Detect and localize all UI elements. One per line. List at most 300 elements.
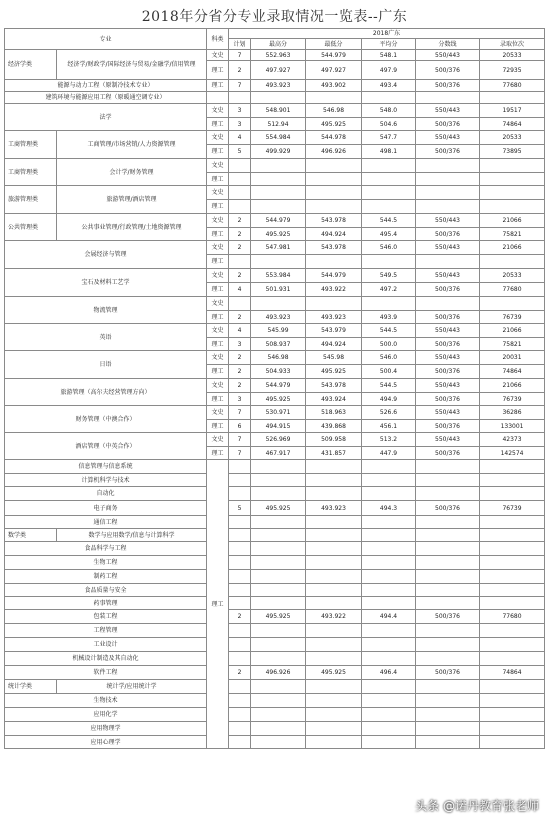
kelei-cell: 文史 — [207, 50, 229, 61]
avg-score-cell: 513.2 — [362, 433, 416, 447]
rank-cell: 75821 — [480, 228, 545, 241]
kelei-cell: 文史 — [207, 297, 229, 311]
cutoff-cell: 500/376 — [416, 365, 480, 379]
cutoff-cell: 500/376 — [416, 610, 480, 624]
cutoff-cell — [416, 255, 480, 269]
table-row — [5, 597, 545, 610]
min-score-cell — [306, 694, 362, 708]
avg-score-cell: 546.0 — [362, 351, 416, 365]
rank-cell — [480, 186, 545, 200]
kelei-cell: 理工 — [207, 420, 229, 433]
table-row — [5, 610, 545, 624]
rank-cell: 42373 — [480, 433, 545, 447]
plan-cell — [229, 186, 251, 200]
table-row — [5, 406, 545, 420]
major-cell: 应用心理学 — [5, 736, 207, 749]
cutoff-cell: 500/376 — [416, 228, 480, 241]
rank-cell: 21066 — [480, 214, 545, 228]
max-score-cell — [251, 652, 306, 666]
table-row — [5, 297, 545, 311]
header-col: 最低分 — [306, 39, 362, 50]
header-col: 平均分 — [362, 39, 416, 50]
plan-cell: 7 — [229, 406, 251, 420]
avg-score-cell — [362, 708, 416, 722]
plan-cell: 4 — [229, 131, 251, 145]
min-score-cell: 493.922 — [306, 283, 362, 297]
max-score-cell — [251, 474, 306, 487]
cutoff-cell: 550/443 — [416, 214, 480, 228]
min-score-cell — [306, 255, 362, 269]
table-row — [5, 186, 545, 200]
plan-cell — [229, 297, 251, 311]
rank-cell: 76739 — [480, 393, 545, 406]
min-score-cell — [306, 624, 362, 638]
cutoff-cell: 500/376 — [416, 118, 480, 131]
kelei-cell: 文史 — [207, 131, 229, 145]
table-row — [5, 722, 545, 736]
category-cell: 工商管理类 — [5, 131, 57, 159]
max-score-cell: 545.99 — [251, 324, 306, 338]
cutoff-cell: 500/376 — [416, 145, 480, 159]
table-row — [5, 92, 545, 104]
rank-cell: 77680 — [480, 283, 545, 297]
kelei-cell: 理工 — [207, 365, 229, 379]
major-cell: 包装工程 — [5, 610, 207, 624]
avg-score-cell: 546.0 — [362, 241, 416, 255]
watermark: 头条 @诺丹教育张老师 — [415, 799, 539, 813]
avg-score-cell: 494.9 — [362, 393, 416, 406]
max-score-cell: 497.927 — [251, 61, 306, 80]
avg-score-cell — [362, 638, 416, 652]
plan-cell: 7 — [229, 80, 251, 92]
max-score-cell: 512.94 — [251, 118, 306, 131]
min-score-cell: 493.923 — [306, 501, 362, 516]
plan-cell — [229, 722, 251, 736]
min-score-cell: 439.868 — [306, 420, 362, 433]
rank-cell: 74864 — [480, 118, 545, 131]
kelei-cell: 理工 — [207, 338, 229, 351]
major-cell: 药事管理 — [5, 597, 207, 610]
avg-score-cell — [362, 92, 416, 104]
kelei-cell: 理工 — [207, 118, 229, 131]
plan-cell: 2 — [229, 241, 251, 255]
kelei-cell: 文史 — [207, 406, 229, 420]
max-score-cell: 501.931 — [251, 283, 306, 297]
max-score-cell — [251, 516, 306, 529]
cutoff-cell: 550/443 — [416, 50, 480, 61]
max-score-cell — [251, 159, 306, 173]
avg-score-cell — [362, 173, 416, 186]
avg-score-cell — [362, 159, 416, 173]
table-row — [5, 474, 545, 487]
cutoff-cell: 500/376 — [416, 80, 480, 92]
cutoff-cell: 500/376 — [416, 420, 480, 433]
min-score-cell: 497.927 — [306, 61, 362, 80]
max-score-cell: 548.901 — [251, 104, 306, 118]
max-score-cell: 544.979 — [251, 379, 306, 393]
avg-score-cell — [362, 584, 416, 597]
major-cell: 宝石及材料工艺学 — [5, 269, 207, 297]
plan-cell — [229, 570, 251, 584]
max-score-cell — [251, 460, 306, 474]
max-score-cell: 546.98 — [251, 351, 306, 365]
kelei-cell: 理工 — [207, 200, 229, 214]
header-col: 最高分 — [251, 39, 306, 50]
major-cell: 食品科学与工程 — [5, 542, 207, 556]
plan-cell — [229, 474, 251, 487]
rank-cell: 21066 — [480, 324, 545, 338]
rank-cell: 77680 — [480, 80, 545, 92]
plan-cell — [229, 542, 251, 556]
kelei-cell: 理工 — [207, 228, 229, 241]
header-year-region: 2018广东 — [229, 29, 545, 39]
max-score-cell — [251, 297, 306, 311]
cutoff-cell — [416, 542, 480, 556]
min-score-cell — [306, 474, 362, 487]
rank-cell: 20031 — [480, 351, 545, 365]
rank-cell — [480, 460, 545, 474]
kelei-cell: 文史 — [207, 104, 229, 118]
min-score-cell: 546.98 — [306, 104, 362, 118]
major-cell: 生物技术 — [5, 694, 207, 708]
major-cell: 机械设计制造及其自动化 — [5, 652, 207, 666]
max-score-cell: 493.923 — [251, 311, 306, 324]
cutoff-cell — [416, 460, 480, 474]
plan-cell: 3 — [229, 393, 251, 406]
table-row — [5, 159, 545, 173]
avg-score-cell: 493.4 — [362, 80, 416, 92]
min-score-cell — [306, 652, 362, 666]
major-cell: 财务管理（中澳合作） — [5, 406, 207, 433]
min-score-cell: 543.979 — [306, 324, 362, 338]
avg-score-cell — [362, 516, 416, 529]
rank-cell: 21066 — [480, 379, 545, 393]
cutoff-cell: 500/376 — [416, 666, 480, 680]
table-row — [5, 556, 545, 570]
major-cell: 应用物理学 — [5, 722, 207, 736]
major-cell: 工程管理 — [5, 624, 207, 638]
cutoff-cell: 550/443 — [416, 269, 480, 283]
min-score-cell: 544.979 — [306, 50, 362, 61]
avg-score-cell: 496.4 — [362, 666, 416, 680]
rank-cell — [480, 652, 545, 666]
kelei-cell: 理工 — [207, 255, 229, 269]
rank-cell: 20533 — [480, 269, 545, 283]
kelei-cell: 文史 — [207, 214, 229, 228]
min-score-cell — [306, 708, 362, 722]
plan-cell — [229, 200, 251, 214]
rank-cell: 75821 — [480, 338, 545, 351]
plan-cell: 2 — [229, 379, 251, 393]
table-row — [5, 269, 545, 283]
cutoff-cell — [416, 638, 480, 652]
avg-score-cell — [362, 694, 416, 708]
plan-cell: 3 — [229, 118, 251, 131]
min-score-cell — [306, 200, 362, 214]
plan-cell: 3 — [229, 338, 251, 351]
cutoff-cell: 550/443 — [416, 324, 480, 338]
avg-score-cell: 497.2 — [362, 283, 416, 297]
avg-score-cell: 548.1 — [362, 50, 416, 61]
max-score-cell — [251, 186, 306, 200]
min-score-cell: 493.902 — [306, 80, 362, 92]
max-score-cell — [251, 680, 306, 694]
rank-cell — [480, 708, 545, 722]
cutoff-cell — [416, 529, 480, 542]
major-cell: 数学与应用数学/信息与计算科学 — [57, 529, 207, 542]
kelei-cell: 文史 — [207, 433, 229, 447]
rank-cell: 20533 — [480, 50, 545, 61]
kelei-cell: 理工 — [207, 460, 229, 749]
plan-cell — [229, 624, 251, 638]
major-cell: 电子商务 — [5, 501, 207, 516]
rank-cell: 21066 — [480, 241, 545, 255]
min-score-cell — [306, 92, 362, 104]
major-cell: 日语 — [5, 351, 207, 379]
plan-cell — [229, 584, 251, 597]
category-cell: 数学类 — [5, 529, 57, 542]
table-row — [5, 529, 545, 542]
min-score-cell — [306, 638, 362, 652]
cutoff-cell: 500/376 — [416, 393, 480, 406]
plan-cell: 5 — [229, 145, 251, 159]
rank-cell — [480, 159, 545, 173]
avg-score-cell: 494.4 — [362, 610, 416, 624]
page-title: 2018年分省分专业录取情况一览表--广东 — [141, 9, 408, 25]
rank-cell: 19517 — [480, 104, 545, 118]
cutoff-cell: 550/443 — [416, 104, 480, 118]
avg-score-cell — [362, 186, 416, 200]
cutoff-cell — [416, 680, 480, 694]
plan-cell: 2 — [229, 228, 251, 241]
min-score-cell — [306, 516, 362, 529]
rank-cell — [480, 200, 545, 214]
plan-cell — [229, 255, 251, 269]
major-cell: 统计学/应用统计学 — [57, 680, 207, 694]
cutoff-cell: 500/376 — [416, 501, 480, 516]
major-cell: 计算机科学与技术 — [5, 474, 207, 487]
table-row — [5, 379, 545, 393]
major-cell: 通信工程 — [5, 516, 207, 529]
min-score-cell: 543.978 — [306, 379, 362, 393]
plan-cell: 2 — [229, 666, 251, 680]
rank-cell — [480, 584, 545, 597]
cutoff-cell: 500/376 — [416, 283, 480, 297]
max-score-cell: 467.917 — [251, 447, 306, 460]
cutoff-cell — [416, 92, 480, 104]
rank-cell — [480, 92, 545, 104]
rank-cell — [480, 680, 545, 694]
min-score-cell: 493.923 — [306, 311, 362, 324]
min-score-cell: 544.978 — [306, 131, 362, 145]
min-score-cell: 509.958 — [306, 433, 362, 447]
cutoff-cell — [416, 474, 480, 487]
plan-cell: 2 — [229, 214, 251, 228]
major-cell: 物流管理 — [5, 297, 207, 324]
major-cell: 生物工程 — [5, 556, 207, 570]
max-score-cell: 530.971 — [251, 406, 306, 420]
major-cell: 旅游管理/酒店管理 — [57, 186, 207, 214]
cutoff-cell: 500/376 — [416, 338, 480, 351]
table-row — [5, 324, 545, 338]
cutoff-cell: 550/443 — [416, 241, 480, 255]
cutoff-cell — [416, 597, 480, 610]
avg-score-cell — [362, 570, 416, 584]
plan-cell: 4 — [229, 283, 251, 297]
avg-score-cell: 544.5 — [362, 324, 416, 338]
cutoff-cell — [416, 173, 480, 186]
rank-cell — [480, 556, 545, 570]
plan-cell: 2 — [229, 351, 251, 365]
plan-cell: 6 — [229, 420, 251, 433]
max-score-cell: 552.963 — [251, 50, 306, 61]
rank-cell — [480, 297, 545, 311]
kelei-cell: 理工 — [207, 311, 229, 324]
avg-score-cell: 498.1 — [362, 145, 416, 159]
plan-cell — [229, 487, 251, 501]
rank-cell — [480, 570, 545, 584]
cutoff-cell — [416, 556, 480, 570]
min-score-cell: 545.98 — [306, 351, 362, 365]
avg-score-cell: 494.3 — [362, 501, 416, 516]
rank-cell: 142574 — [480, 447, 545, 460]
cutoff-cell — [416, 297, 480, 311]
kelei-cell: 理工 — [207, 283, 229, 297]
avg-score-cell — [362, 556, 416, 570]
max-score-cell: 547.981 — [251, 241, 306, 255]
major-cell: 自动化 — [5, 487, 207, 501]
rank-cell: 74864 — [480, 666, 545, 680]
table-row — [5, 131, 545, 145]
max-score-cell — [251, 255, 306, 269]
table-row — [5, 542, 545, 556]
kelei-cell: 理工 — [207, 447, 229, 460]
rank-cell — [480, 173, 545, 186]
min-score-cell: 494.924 — [306, 228, 362, 241]
rank-cell — [480, 736, 545, 749]
avg-score-cell: 526.6 — [362, 406, 416, 420]
cutoff-cell — [416, 186, 480, 200]
cutoff-cell: 500/376 — [416, 311, 480, 324]
header-col: 分数线 — [416, 39, 480, 50]
max-score-cell — [251, 694, 306, 708]
rank-cell — [480, 542, 545, 556]
rank-cell: 72935 — [480, 61, 545, 80]
rank-cell: 76739 — [480, 311, 545, 324]
category-cell: 工商管理类 — [5, 159, 57, 186]
min-score-cell: 543.978 — [306, 241, 362, 255]
min-score-cell — [306, 556, 362, 570]
major-cell: 制药工程 — [5, 570, 207, 584]
kelei-cell: 理工 — [207, 173, 229, 186]
rank-cell: 133001 — [480, 420, 545, 433]
max-score-cell — [251, 556, 306, 570]
table-row — [5, 351, 545, 365]
avg-score-cell — [362, 624, 416, 638]
plan-cell: 2 — [229, 365, 251, 379]
table-row — [5, 241, 545, 255]
cutoff-cell: 550/443 — [416, 406, 480, 420]
cutoff-cell: 550/443 — [416, 433, 480, 447]
min-score-cell — [306, 159, 362, 173]
admission-table — [4, 28, 545, 749]
min-score-cell — [306, 680, 362, 694]
max-score-cell: 495.925 — [251, 393, 306, 406]
header-col: 计划 — [229, 39, 251, 50]
avg-score-cell: 544.5 — [362, 379, 416, 393]
avg-score-cell: 549.5 — [362, 269, 416, 283]
min-score-cell: 493.924 — [306, 393, 362, 406]
cutoff-cell — [416, 722, 480, 736]
avg-score-cell: 497.9 — [362, 61, 416, 80]
plan-cell — [229, 460, 251, 474]
max-score-cell — [251, 542, 306, 556]
avg-score-cell — [362, 255, 416, 269]
max-score-cell: 544.979 — [251, 214, 306, 228]
table-row — [5, 624, 545, 638]
table-row — [5, 460, 545, 474]
max-score-cell — [251, 722, 306, 736]
max-score-cell: 508.937 — [251, 338, 306, 351]
kelei-cell: 理工 — [207, 145, 229, 159]
rank-cell: 20533 — [480, 131, 545, 145]
major-cell: 会计学/财务管理 — [57, 159, 207, 186]
major-cell: 法学 — [5, 104, 207, 131]
min-score-cell: 495.925 — [306, 118, 362, 131]
rank-cell — [480, 474, 545, 487]
min-score-cell — [306, 186, 362, 200]
major-cell: 酒店管理（中英合作） — [5, 433, 207, 460]
kelei-cell — [207, 92, 229, 104]
max-score-cell — [251, 584, 306, 597]
plan-cell — [229, 516, 251, 529]
table-row — [5, 652, 545, 666]
min-score-cell — [306, 736, 362, 749]
max-score-cell: 499.929 — [251, 145, 306, 159]
min-score-cell: 544.979 — [306, 269, 362, 283]
plan-cell — [229, 638, 251, 652]
plan-cell: 3 — [229, 104, 251, 118]
cutoff-cell: 550/443 — [416, 379, 480, 393]
table-row — [5, 104, 545, 118]
plan-cell — [229, 680, 251, 694]
min-score-cell: 496.926 — [306, 145, 362, 159]
plan-cell: 2 — [229, 610, 251, 624]
max-score-cell — [251, 570, 306, 584]
table-row — [5, 666, 545, 680]
table-row — [5, 680, 545, 694]
table-row — [5, 708, 545, 722]
min-score-cell — [306, 487, 362, 501]
cutoff-cell — [416, 570, 480, 584]
rank-cell — [480, 722, 545, 736]
major-cell: 工商管理/市场营销/人力资源管理 — [57, 131, 207, 159]
min-score-cell: 493.922 — [306, 610, 362, 624]
avg-score-cell — [362, 652, 416, 666]
rank-cell — [480, 638, 545, 652]
major-cell: 公共事业管理/行政管理/土地资源管理 — [57, 214, 207, 241]
min-score-cell: 495.925 — [306, 365, 362, 379]
kelei-cell: 文史 — [207, 379, 229, 393]
table-row — [5, 433, 545, 447]
avg-score-cell — [362, 597, 416, 610]
plan-cell — [229, 652, 251, 666]
table-row — [5, 516, 545, 529]
header-major: 专业 — [5, 29, 207, 50]
plan-cell: 5 — [229, 501, 251, 516]
header-kelei: 科类 — [207, 29, 229, 50]
table-row — [5, 570, 545, 584]
